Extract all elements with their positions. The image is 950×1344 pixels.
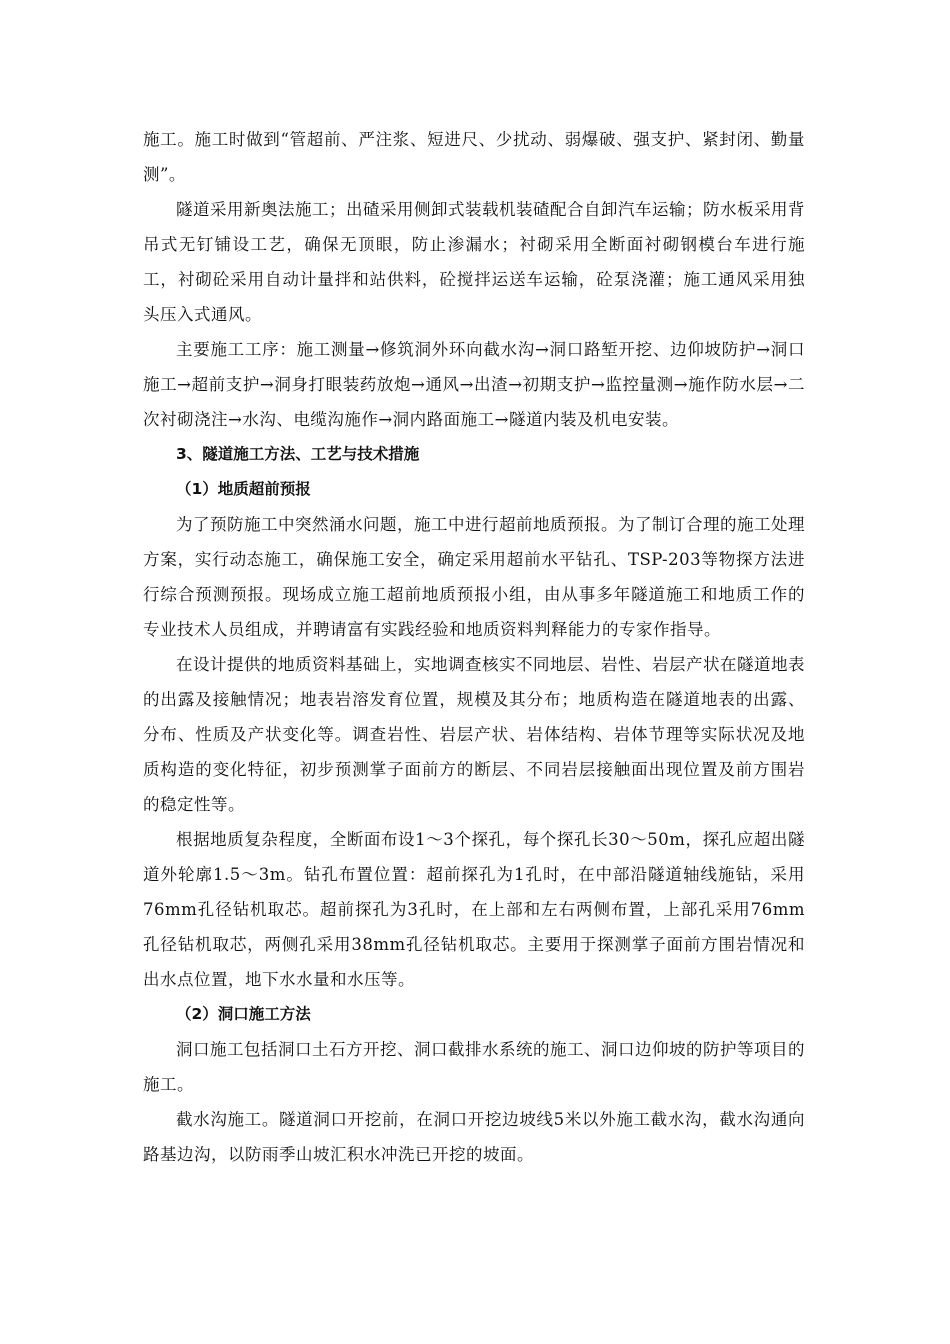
- paragraph-survey: 在设计提供的地质资料基础上，实地调查核实不同地层、岩性、岩层产状在隧道地表的出露及接触情况；地表岩溶发育位置，规模及其分布；地质构造在隧道地表的出露、分布、性质及产状变化等。调查岩性、岩层产状、岩体结构、岩体节理等实际状况及地质构造的变化特征，初步预测掌子面前方的断层、不同岩层接触面出现位置及前方围岩的稳定性等。: [143, 655, 805, 814]
- paragraph-procedure: 主要施工工序：施工测量→修筑洞外环向截水沟→洞口路堑开挖、边仰坡防护→洞口施工→超前支护→洞身打眼装药放炮→通风→出渣→初期支护→监控量测→施作防水层→二次衬砌浇注→水沟、电缆沟施作→洞内路面施工→隧道内装及机电安装。: [143, 340, 805, 429]
- paragraph-continuation: 施工。施工时做到“管超前、严注浆、短进尺、少扰动、弱爆破、强支护、紧封闭、勤量测”。: [143, 130, 805, 184]
- paragraph-portal: 洞口施工包括洞口土石方开挖、洞口截排水系统的施工、洞口边仰坡的防护等项目的施工。: [143, 1040, 805, 1094]
- document-body: [143, 122, 805, 1172]
- section-heading: 3、隧道施工方法、工艺与技术措施: [176, 445, 420, 463]
- paragraph-forecast: 为了预防施工中突然涌水问题，施工中进行超前地质预报。为了制订合理的施工处理方案，实行动态施工，确保施工安全，确定采用超前水平钻孔、TSP-203等物探方法进行综合预测预报。现场成立施工超前地质预报小组，由从事多年隧道施工和地质工作的专业技术人员组成，并聘请富有实践经验和地质资料判释能力的专家作指导。: [143, 515, 805, 639]
- paragraph-drilling: 根据地质复杂程度，全断面布设1～3个探孔，每个探孔长30～50m，探孔应超出隧道外轮廓1.5～3m。钻孔布置位置：超前探孔为1孔时，在中部沿隧道轴线施钻，采用76mm孔径钻机取芯。超前探孔为3孔时，在上部和左右两侧布置，上部孔采用76mm孔径钻机取芯，两侧孔采用38mm孔径钻机取芯。主要用于探测掌子面前方围岩情况和出水点位置，地下水水量和水压等。: [143, 830, 805, 989]
- subsection-heading-portal: （2）洞口施工方法: [176, 1005, 311, 1023]
- subsection-heading-geology: （1）地质超前预报: [176, 480, 311, 498]
- paragraph-drainage: 截水沟施工。隧道洞口开挖前，在洞口开挖边坡线5米以外施工截水沟，截水沟通向路基边沟，以防雨季山坡汇积水冲洗已开挖的坡面。: [143, 1110, 805, 1164]
- paragraph-method: 隧道采用新奥法施工；出碴采用侧卸式装载机装碴配合自卸汽车运输；防水板采用背吊式无钉铺设工艺，确保无顶眼，防止渗漏水；衬砌采用全断面衬砌钢模台车进行施工，衬砌砼采用自动计量拌和站供料，砼搅拌运送车运输，砼泵浇灌；施工通风采用独头压入式通风。: [143, 200, 805, 324]
